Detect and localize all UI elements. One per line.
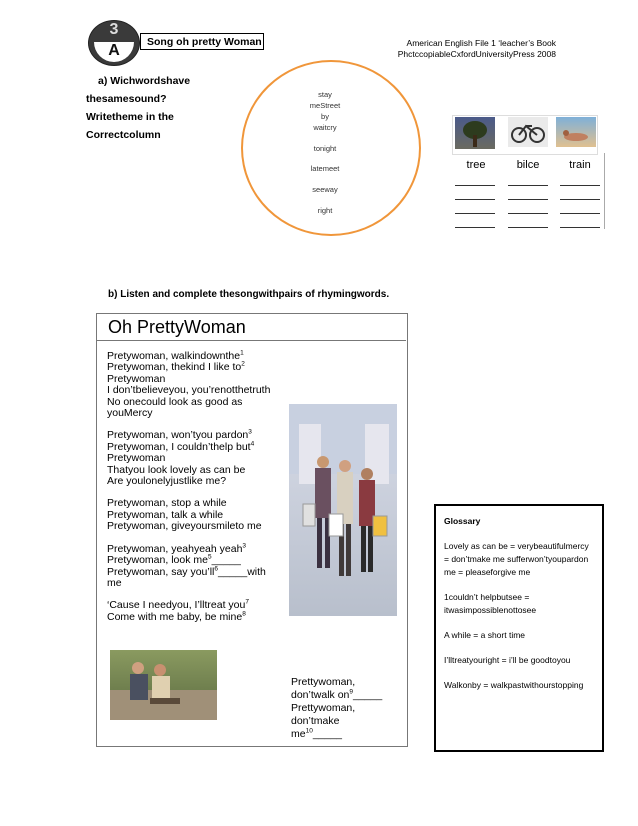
answer-line[interactable] bbox=[508, 199, 548, 200]
circle-word: by bbox=[321, 112, 329, 121]
part-b-instruction: b) Listen and complete thesongwithpairs of rhymingwords. bbox=[108, 289, 390, 300]
lyric-line: Thatyou look lovely as can be bbox=[107, 463, 246, 476]
lyric-line: youMercy bbox=[107, 407, 153, 420]
lyric-line: don’tmake bbox=[291, 715, 340, 727]
lyric-line: Come with me baby, be mine$^8$ bbox=[107, 610, 246, 623]
song-title-box: Song oh pretty Woman bbox=[140, 33, 264, 50]
answer-line[interactable] bbox=[455, 227, 495, 228]
lyric-line: Pretywoman, say $you’ll^6\_\_\_\_\_with$ bbox=[107, 565, 266, 578]
couple-sitting-illustration bbox=[110, 650, 217, 720]
lyric-line: Pretywoman, giveyoursmileto me bbox=[107, 520, 262, 533]
song-title: Oh PrettyWoman bbox=[108, 317, 246, 337]
circle-word: stay bbox=[318, 90, 332, 99]
lyric-line: Pretywoman, look $me^5\_\_\_\_\_$ bbox=[107, 553, 241, 567]
lyric-line: me bbox=[107, 576, 122, 589]
lyric-line: Pretywoman bbox=[107, 372, 166, 385]
lyric-line: ‘Cause I needyou, I’lltreat you$^7$ bbox=[107, 598, 249, 612]
part-a-instruction: a) Wichwordshave thesamesound? Writetheme in the Correctcolumn bbox=[86, 75, 191, 141]
lyric-line: Pretywoman, I couldn’thelp but$^4$ bbox=[107, 440, 255, 453]
lyric-line: Pretywoman, stop a while bbox=[107, 497, 227, 510]
bike-icon bbox=[508, 117, 548, 147]
glossary-box bbox=[434, 504, 604, 752]
beach-picture bbox=[556, 117, 596, 147]
tree-icon bbox=[455, 117, 495, 149]
unit-letter: A bbox=[108, 42, 120, 59]
answer-line[interactable] bbox=[508, 213, 548, 214]
tree-picture bbox=[455, 117, 495, 149]
answer-line[interactable] bbox=[455, 199, 495, 200]
women-walking-illustration bbox=[289, 404, 397, 616]
answer-line[interactable] bbox=[560, 227, 600, 228]
answer-line[interactable] bbox=[455, 213, 495, 214]
unit-number: 3 bbox=[109, 21, 119, 38]
lyric-line: $me^{10}\_\_\_\_\_$ bbox=[291, 727, 343, 740]
glossary-entry: Walkonby = walkpastwithourstopping bbox=[444, 680, 584, 690]
circle-word: latemeet bbox=[310, 164, 340, 173]
person-relaxing-icon bbox=[556, 117, 596, 147]
circle-word: tonight bbox=[313, 144, 337, 153]
glossary-entry: Lovely as can be = verybeautifulmercy = don’tmake me sufferwon’tyoupardon me = pleaseforgive me bbox=[444, 541, 589, 577]
lyric-line: Pretywoman bbox=[107, 452, 166, 465]
lyric-line: No onecould look as good as bbox=[107, 395, 243, 408]
answer-line[interactable] bbox=[560, 185, 600, 186]
circle-word: waitcry bbox=[313, 123, 337, 132]
glossary-entry: I’lltreatyouright = i’ll be goodtoyou bbox=[444, 655, 571, 665]
circle-word: meStreet bbox=[309, 101, 341, 110]
glossary-entry: A while = a short time bbox=[444, 630, 526, 640]
song-lyrics bbox=[107, 351, 282, 623]
lyric-line: Pretywoman, thekind I like $to^2$ bbox=[107, 360, 245, 374]
column-header-train: train bbox=[569, 159, 591, 171]
answer-line[interactable] bbox=[560, 213, 600, 214]
lyric-line: Pretywoman, walkindownthe$^1$ bbox=[107, 349, 244, 362]
lyric-line: Prettywoman, bbox=[291, 702, 356, 714]
couple-photo bbox=[110, 650, 217, 720]
lyric-line: Prettywoman, bbox=[291, 676, 356, 688]
lyric-line: Are youlonelyjustlike me? bbox=[107, 475, 227, 488]
lyric-line: Pretywoman, yeahyeah yeah$^3$ bbox=[107, 542, 247, 555]
column-header-tree: tree bbox=[466, 159, 486, 171]
lyric-line: I don’tbelieveyou, you’renotthetruth bbox=[107, 384, 271, 397]
book-credit-line2: PhctccopiableCxfordUniversityPress 2008 bbox=[397, 49, 556, 59]
bike-picture bbox=[508, 117, 548, 147]
answer-line[interactable] bbox=[508, 227, 548, 228]
lyric-line: Pretywoman, won’tyou pardon$^3$ bbox=[107, 428, 252, 442]
glossary-title: Glossary bbox=[444, 516, 481, 526]
answer-line[interactable] bbox=[508, 185, 548, 186]
song-lyrics-continued bbox=[291, 676, 403, 741]
unit-badge bbox=[88, 20, 140, 64]
shopping-women-image bbox=[289, 404, 397, 616]
answer-line[interactable] bbox=[455, 185, 495, 186]
glossary-entry: 1couldn’t helpbutsee = itwasimpossiblenottosee bbox=[444, 592, 537, 615]
divider bbox=[96, 340, 406, 341]
circle-word: seeway bbox=[312, 185, 338, 194]
column-header-bike: bilce bbox=[516, 159, 540, 171]
circle-word: right bbox=[317, 206, 333, 215]
answer-line[interactable] bbox=[560, 199, 600, 200]
lyric-line: Pretywoman, talk a while bbox=[107, 508, 224, 521]
book-credit-line1: American English File 1 ‘leacher’s Book bbox=[406, 38, 556, 48]
lyric-line: don’twalk $on^9\_\_\_\_\_$ bbox=[291, 688, 383, 701]
book-credit bbox=[370, 38, 556, 60]
